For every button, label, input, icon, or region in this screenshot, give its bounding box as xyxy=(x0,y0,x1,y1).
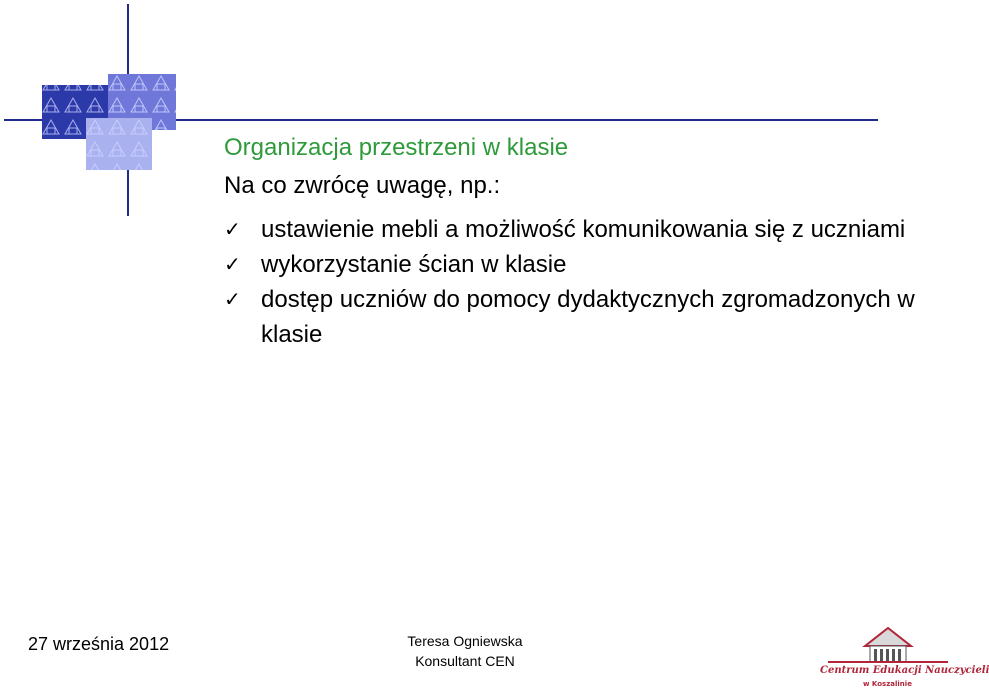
list-item xyxy=(224,247,924,282)
cen-logo xyxy=(820,622,989,694)
author-role: Konsultant CEN xyxy=(415,653,515,669)
footer-author xyxy=(380,631,550,671)
checkmark-icon: ✓ xyxy=(224,252,241,276)
decorative-tiles-icon xyxy=(40,72,180,172)
list-item-text: ustawienie mebli a możliwość komunikowania się z uczniami xyxy=(261,216,906,243)
cen-logo-name: Centrum Edukacji Nauczycieli xyxy=(820,665,989,676)
footer-date: 27 września 2012 xyxy=(28,634,170,654)
cen-logo-location: w Koszalinie xyxy=(863,680,912,688)
checkmark-icon: ✓ xyxy=(224,287,241,311)
list-item-text: wykorzystanie ścian w klasie xyxy=(261,251,567,278)
list-item-text: dostęp uczniów do pomocy dydaktycznych zgromadzonych w klasie xyxy=(261,286,915,348)
list-item xyxy=(224,282,924,352)
slide-title: Organizacja przestrzeni w klasie xyxy=(224,134,569,161)
author-name: Teresa Ogniewska xyxy=(407,633,523,649)
cen-building-logo-icon xyxy=(820,622,955,666)
slide-subtitle: Na co zwrócę uwagę, np.: xyxy=(224,172,501,199)
checkmark-icon: ✓ xyxy=(224,217,241,241)
bullet-list xyxy=(224,212,924,352)
list-item xyxy=(224,212,924,247)
